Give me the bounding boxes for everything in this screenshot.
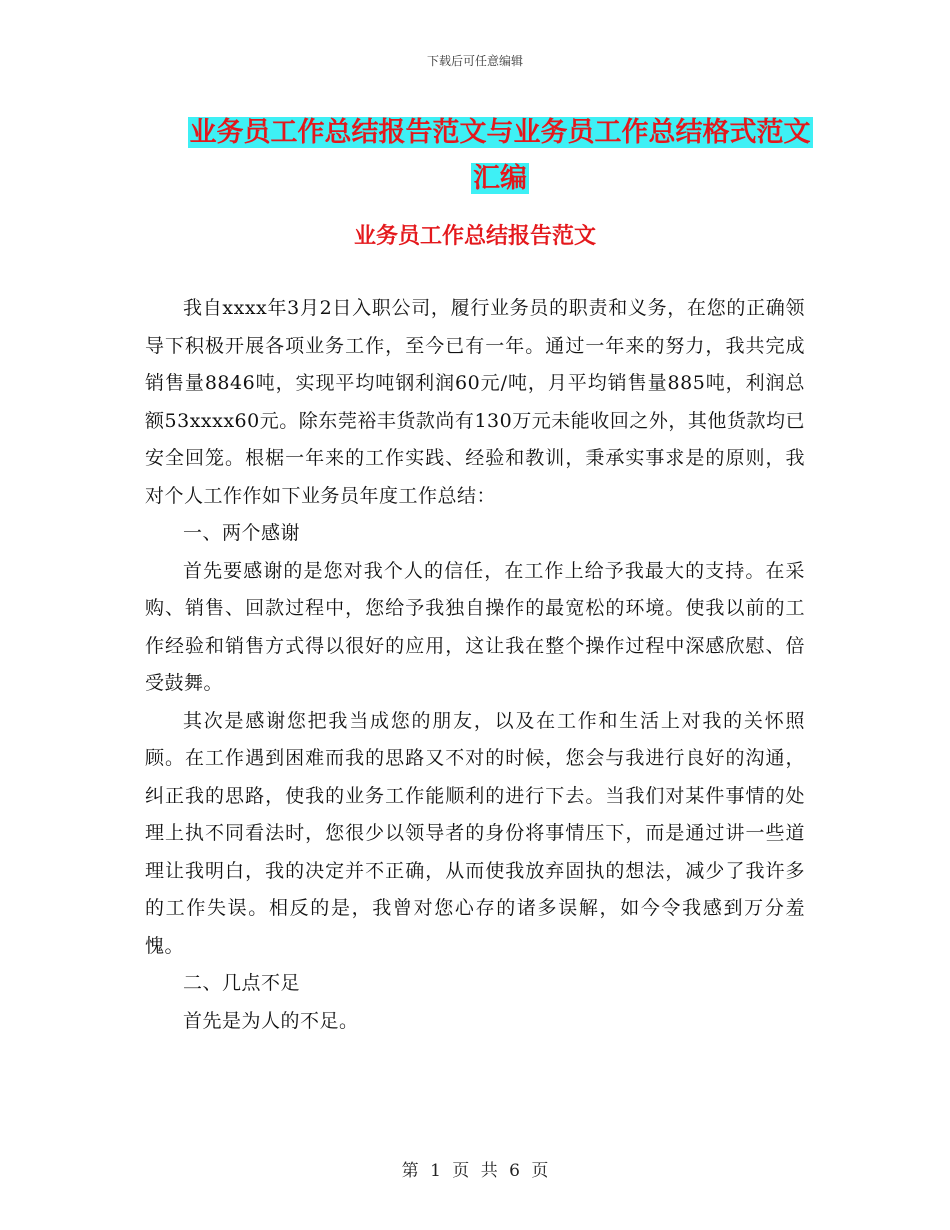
body-paragraph: 我自xxxx年3月2日入职公司，履行业务员的职责和义务，在您的正确领导下积极开展各项业务工作，至今已有一年。通过一年来的努力，我共完成销售量8846吨，实现平均吨钢利润60元/吨，月平均销售量885吨，利润总额53xxxx60元。除东莞裕丰货款尚有130万元未能收回之外，其他货款均已安全回笼。根椐一年来的工作实践、经验和教训，秉承实事求是的原则，我对个人工作作如下业务员年度工作总结： [145, 297, 805, 507]
document-title-text: 业务员工作总结报告范文与业务员工作总结格式范文汇编 [189, 117, 811, 194]
body-paragraph: 首先是为人的不足。 [183, 1009, 359, 1032]
document-body [145, 290, 805, 1040]
body-paragraph: 其次是感谢您把我当成您的朋友，以及在工作和生活上对我的关怀照顾。在工作遇到困难而我的思路又不对的时候，您会与我进行良好的沟通，纠正我的思路，使我的业务工作能顺利的进行下去。当我们对某件事情的处理上执不同看法时，您很少以领导者的身份将事情压下，而是通过讲一些道理让我明白，我的决定并不正确，从而使我放弃固执的想法，减少了我许多的工作失误。相反的是，我曾对您心存的诸多误解，如今令我感到万分羞愧。 [145, 709, 805, 957]
document-title [180, 110, 820, 202]
section-title: 业务员工作总结报告范文 [353, 223, 596, 249]
section-heading: 一、两个感谢 [183, 522, 301, 544]
body-paragraph: 首先要感谢的是您对我个人的信任，在工作上给予我最大的支持。在采购、销售、回款过程中，您给予我独自操作的最宽松的环境。使我以前的工作经验和销售方式得以很好的应用，这让我在整个操作过程中深感欣慰、倍受鼓舞。 [145, 559, 805, 694]
section-heading: 二、几点不足 [183, 972, 301, 994]
page-footer: 第 1 页 共 6 页 [401, 1161, 549, 1181]
header-note: 下载后可任意编辑 [426, 54, 523, 68]
